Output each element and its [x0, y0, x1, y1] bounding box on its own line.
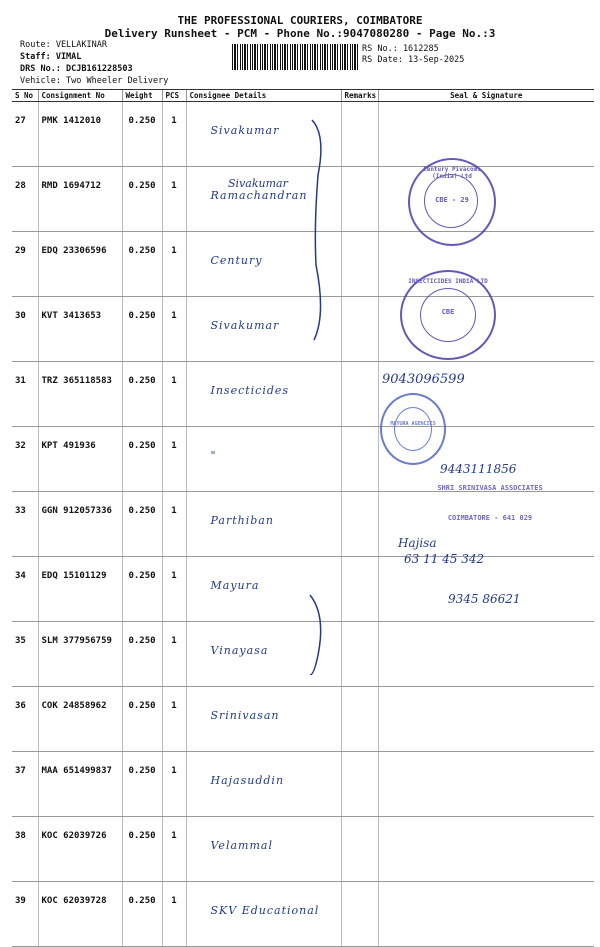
row-consignment: KOC 62039726	[38, 817, 122, 882]
row-pcs: 1	[162, 687, 186, 752]
row-pcs: 1	[162, 817, 186, 882]
row-sno: 32	[12, 427, 38, 492]
row-remarks	[341, 882, 378, 947]
col-consignment: Consignment No	[38, 90, 122, 102]
row-pcs: 1	[162, 232, 186, 297]
row-sno: 30	[12, 297, 38, 362]
row-remarks	[341, 557, 378, 622]
col-seal: Seal & Signature	[378, 90, 594, 102]
row-weight: 0.250	[122, 817, 162, 882]
row-consignment: TRZ 365118583	[38, 362, 122, 427]
row-consignment: EDQ 15101129	[38, 557, 122, 622]
row-consignment: COK 24858962	[38, 687, 122, 752]
runsheet-subtitle: Delivery Runsheet - PCM - Phone No.:9047080280 - Page No.:3	[104, 27, 496, 40]
row-consignment: RMD 1694712	[38, 167, 122, 232]
row-consignment: KPT 491936	[38, 427, 122, 492]
row-consignment: GGN 912057336	[38, 492, 122, 557]
row-sno: 35	[12, 622, 38, 687]
row-sno: 34	[12, 557, 38, 622]
vehicle-label: Vehicle: Two Wheeler Delivery	[20, 76, 169, 86]
row-weight: 0.250	[122, 752, 162, 817]
row-weight: 0.250	[122, 492, 162, 557]
col-pcs: PCS	[162, 90, 186, 102]
row-pcs: 1	[162, 167, 186, 232]
row-remarks	[341, 622, 378, 687]
bracket-stroke	[310, 595, 321, 675]
signature-33: 9043096599	[382, 372, 465, 387]
row-consignment: MAA 651499837	[38, 752, 122, 817]
row-consignee: Ramachandran	[186, 167, 341, 232]
row-pcs: 1	[162, 557, 186, 622]
row-weight: 0.250	[122, 167, 162, 232]
row-seal	[378, 102, 594, 167]
row-weight: 0.250	[122, 882, 162, 947]
bracket-marks	[296, 115, 336, 675]
row-remarks	[341, 817, 378, 882]
row-remarks	[341, 687, 378, 752]
row-sno: 36	[12, 687, 38, 752]
row-consignment: EDQ 23306596	[38, 232, 122, 297]
row-pcs: 1	[162, 427, 186, 492]
route-label: Route: VELLAKINAR	[20, 40, 107, 50]
row-consignee: Mayura	[186, 557, 341, 622]
row-consignment: KOC 62039728	[38, 882, 122, 947]
row-consignee: SKV Educational	[186, 882, 341, 947]
col-sno: S No	[12, 90, 38, 102]
signature-35: 9443111856	[440, 462, 517, 476]
row-consignee: Srinivasan	[186, 687, 341, 752]
row-pcs: 1	[162, 882, 186, 947]
row-seal	[378, 557, 594, 622]
row-sno: 37	[12, 752, 38, 817]
col-weight: Weight	[122, 90, 162, 102]
row-consignee: Insecticides	[186, 362, 341, 427]
staff-label: Staff: VIMAL	[20, 52, 82, 62]
row-consignee: Century	[186, 232, 341, 297]
row-weight: 0.250	[122, 557, 162, 622]
rs-date: RS Date: 13-Sep-2025	[362, 55, 465, 65]
row-pcs: 1	[162, 492, 186, 557]
row-seal	[378, 882, 594, 947]
row-pcs: 1	[162, 752, 186, 817]
row-remarks	[341, 167, 378, 232]
row-remarks	[341, 297, 378, 362]
row-consignee: Hajasuddin	[186, 752, 341, 817]
row-remarks	[341, 752, 378, 817]
signature-37-phone: 63 11 45 342	[404, 552, 485, 566]
table-row	[12, 817, 594, 882]
row-consignment: PMK 1412010	[38, 102, 122, 167]
row-weight: 0.250	[122, 622, 162, 687]
bracket-stroke	[312, 120, 321, 340]
row-pcs: 1	[162, 102, 186, 167]
row-sno: 28	[12, 167, 38, 232]
row-consignment: SLM 377956759	[38, 622, 122, 687]
rs-number: RS No.: 1612285	[362, 44, 439, 54]
row-remarks	[341, 232, 378, 297]
row-weight: 0.250	[122, 687, 162, 752]
row-remarks	[341, 362, 378, 427]
row-sno: 29	[12, 232, 38, 297]
row-weight: 0.250	[122, 362, 162, 427]
row-weight: 0.250	[122, 232, 162, 297]
signature-39: 9345 86621	[448, 592, 521, 606]
associates-stamp: SHRI SRINIVASA ASSOCIATES COIMBATORE - 641 029	[437, 484, 543, 522]
row-weight: 0.250	[122, 297, 162, 362]
row-pcs: 1	[162, 622, 186, 687]
signature-37-name: Hajisa	[398, 536, 437, 550]
table-row	[12, 752, 594, 817]
row-consignee: Vinayasa	[186, 622, 341, 687]
row-consignment: KVT 3413653	[38, 297, 122, 362]
row-weight: 0.250	[122, 427, 162, 492]
table-header	[12, 90, 594, 102]
company-title: THE PROFESSIONAL COURIERS, COIMBATORE	[177, 14, 423, 27]
col-remarks: Remarks	[341, 90, 378, 102]
table-row	[12, 882, 594, 947]
row-consignee: Velammal	[186, 817, 341, 882]
row-seal	[378, 752, 594, 817]
row-pcs: 1	[162, 297, 186, 362]
drs-number: DRS No.: DCJB161228503	[20, 64, 133, 74]
row-weight: 0.250	[122, 102, 162, 167]
row-consignee: Sivakumar	[186, 102, 341, 167]
row-consignee: Parthiban	[186, 492, 341, 557]
row-sno: 38	[12, 817, 38, 882]
insecticides-stamp: INSECTICIDES INDIA LTD CBE	[400, 270, 496, 360]
handwritten-note: Sivakumar	[228, 177, 288, 190]
row-remarks	[341, 427, 378, 492]
barcode	[232, 44, 358, 70]
row-consignee: Sivakumar	[186, 297, 341, 362]
table-row	[12, 687, 594, 752]
row-seal	[378, 622, 594, 687]
mayura-stamp: MAYURA AGENCIES	[380, 393, 446, 465]
row-pcs: 1	[162, 362, 186, 427]
col-consignee: Consignee Details	[186, 90, 341, 102]
row-sno: 39	[12, 882, 38, 947]
row-sno: 33	[12, 492, 38, 557]
row-seal	[378, 817, 594, 882]
century-stamp: Century Pivacoms (India) Ltd CBE - 29	[408, 158, 496, 246]
row-remarks	[341, 102, 378, 167]
row-consignee: "	[186, 427, 341, 492]
row-sno: 27	[12, 102, 38, 167]
row-seal	[378, 687, 594, 752]
row-sno: 31	[12, 362, 38, 427]
row-remarks	[341, 492, 378, 557]
